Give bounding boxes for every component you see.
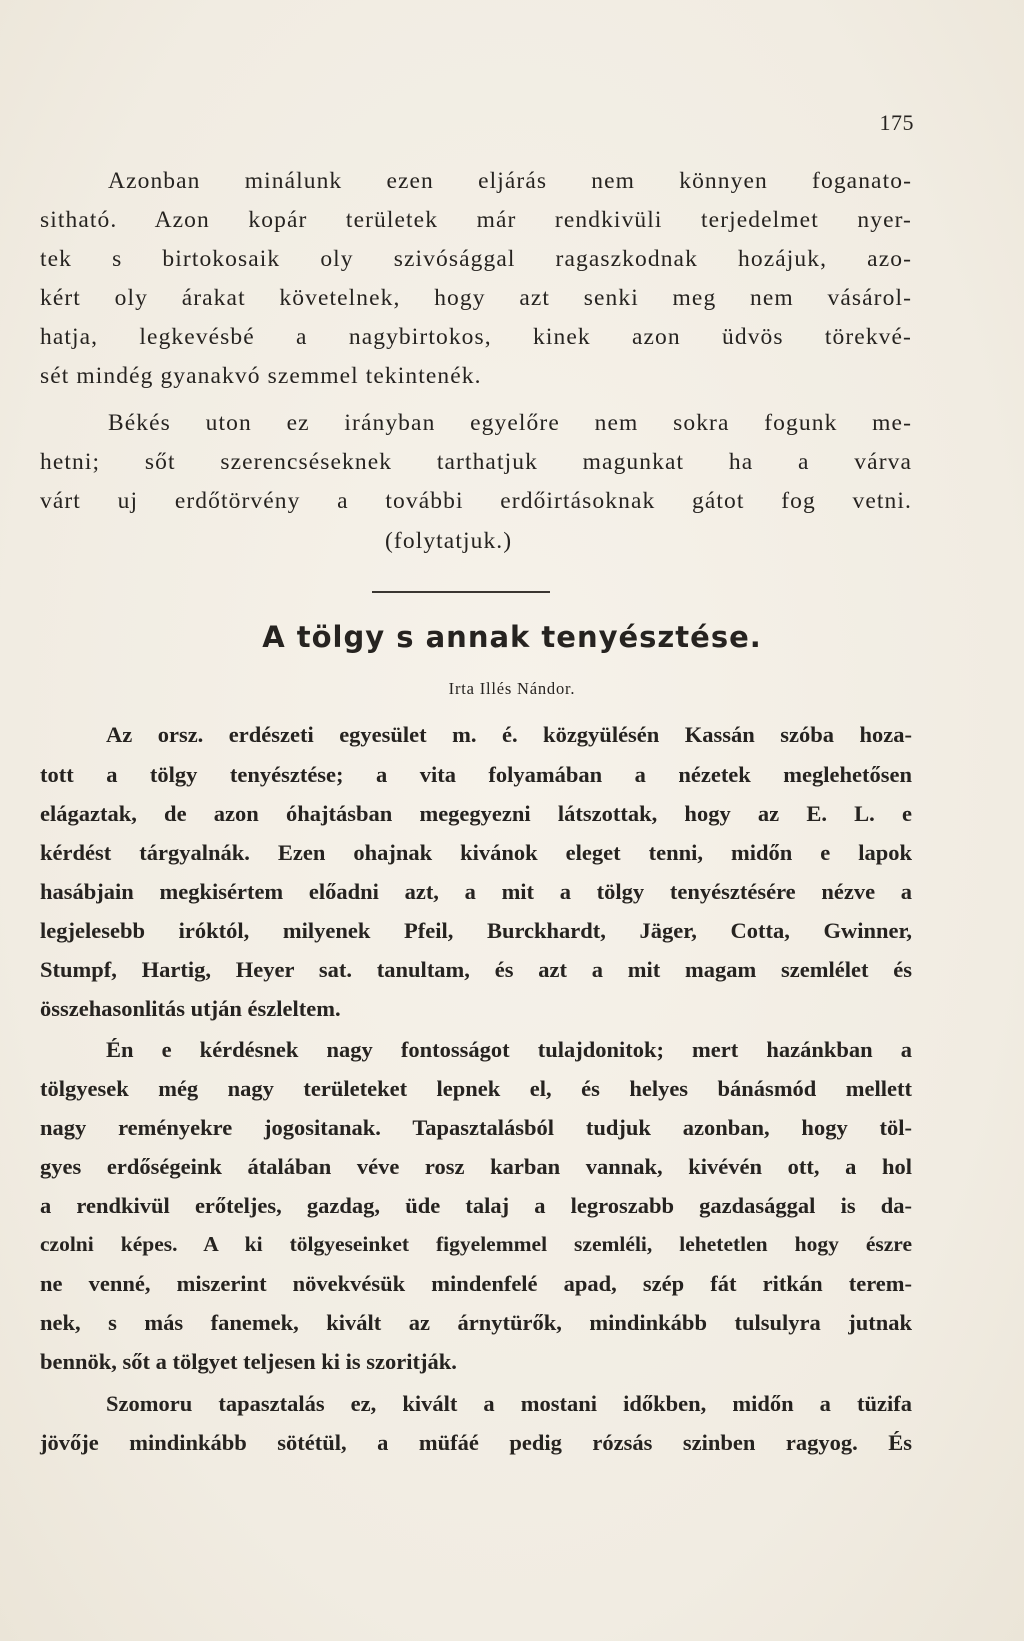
body-line-19: jövője mindinkább sötétül, a müfáé pedig rózsás szinben ragyog. És	[40, 1430, 912, 1455]
intro-line-7: Békés uton ez irányban egyelőre nem sokra fogunk me-	[108, 410, 912, 436]
body-line-14: czolni képes. A ki tölgyeseinket figyelemmel szemléli, lehetetlen hogy észre	[40, 1232, 912, 1256]
body-line-10: tölgyesek még nagy területeket lepnek el, és helyes bánásmód mellett	[40, 1076, 912, 1101]
body-line-7: Stumpf, Hartig, Heyer sat. tanultam, és azt a mit magam szemlélet és	[40, 957, 912, 982]
body-line-1: Az orsz. erdészeti egyesület m. é. közgyülésén Kassán szóba hoza-	[106, 722, 912, 747]
intro-line-1: Azonban minálunk ezen eljárás nem könnyen foganato-	[108, 168, 912, 194]
body-line-6: legjelesebb iróktól, milyenek Pfeil, Burckhardt, Jäger, Cotta, Gwinner,	[40, 918, 912, 943]
intro-line-9: várt uj erdőtörvény a további erdőirtásoknak gátot fog vetni.	[40, 488, 912, 514]
continued-note: (folytatjuk.)	[385, 528, 513, 554]
article-title: A tölgy s annak tenyésztése.	[262, 620, 762, 654]
body-line-2: tott a tölgy tenyésztése; a vita folyamában a nézetek meglehetősen	[40, 762, 912, 787]
body-line-12: gyes erdőségeink átalában véve rosz karban vannak, kivévén ott, a hol	[40, 1154, 912, 1179]
body-line-18: Szomoru tapasztalás ez, kivált a mostani időkben, midőn a tüzifa	[106, 1391, 912, 1416]
body-line-17: bennök, sőt a tölgyet teljesen ki is szoritják.	[40, 1349, 457, 1374]
body-line-13: a rendkivül erőteljes, gazdag, üde talaj a legroszabb gazdasággal is da-	[40, 1193, 912, 1218]
body-line-16: nek, s más fanemek, kivált az árnytürők, mindinkább tulsulyra jutnak	[40, 1310, 912, 1335]
body-line-4: kérdést tárgyalnák. Ezen ohajnak kivánok eleget tenni, midőn e lapok	[40, 840, 912, 865]
intro-line-2: sitható. Azon kopár területek már rendkivüli terjedelmet nyer-	[40, 207, 912, 233]
body-line-15: ne venné, miszerint növekvésük mindenfelé apad, szép fát ritkán terem-	[40, 1271, 912, 1296]
intro-line-3: tek s birtokosaik oly szivósággal ragaszkodnak hozájuk, azo-	[40, 246, 912, 272]
page-number: 175	[879, 110, 914, 135]
body-line-3: elágaztak, de azon óhajtásban megegyezni látszottak, hogy az E. L. e	[40, 801, 912, 826]
intro-line-6: sét mindég gyanakvó szemmel tekintenék.	[40, 363, 482, 389]
intro-line-8: hetni; sőt szerencséseknek tarthatjuk magunkat ha a várva	[40, 449, 912, 475]
article-byline: Irta Illés Nándor.	[448, 679, 576, 698]
body-line-8: összehasonlitás utján észleltem.	[40, 996, 341, 1021]
intro-line-5: hatja, legkevésbé a nagybirtokos, kinek azon üdvös törekvé-	[40, 324, 912, 350]
body-line-5: hasábjain megkisértem előadni azt, a mit a tölgy tenyésztésére nézve a	[40, 879, 912, 904]
body-line-9: Én e kérdésnek nagy fontosságot tulajdonitok; mert hazánkban a	[106, 1037, 912, 1062]
body-line-11: nagy reményekre jogositanak. Tapasztalásból tudjuk azonban, hogy töl-	[40, 1115, 912, 1140]
intro-line-4: kért oly árakat követelnek, hogy azt senki meg nem vásárol-	[40, 285, 912, 311]
section-divider	[372, 591, 550, 593]
